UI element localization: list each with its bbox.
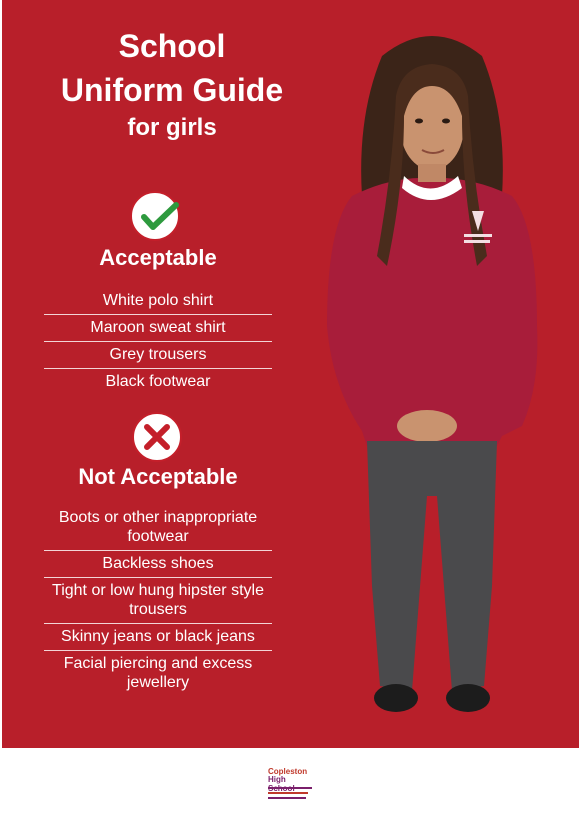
list-item: Black footwear: [44, 368, 272, 395]
list-item: Grey trousers: [44, 341, 272, 368]
list-item: Boots or other inappropriate footwear: [58, 509, 258, 545]
poster-title-line2: Uniform Guide: [60, 72, 284, 108]
not-acceptable-heading: Not Acceptable: [78, 464, 238, 489]
list-item: Facial piercing and excess jewellery: [44, 650, 272, 696]
student-photo: [312, 26, 552, 726]
cross-icon: [132, 412, 182, 462]
poster-title: School: [118, 28, 226, 64]
school-logo: [268, 767, 314, 801]
logo-text: Copleston: [268, 767, 308, 776]
list-item: Maroon sweat shirt: [44, 314, 272, 341]
logo-bar: [268, 787, 312, 789]
poster-subtitle: for girls: [127, 114, 217, 141]
not-acceptable-list: [44, 505, 272, 696]
list-item: Tight or low hung hipster style trousers: [44, 577, 272, 623]
logo-bar: [268, 797, 306, 799]
logo-subtext: High: [268, 775, 286, 784]
list-item: Skinny jeans or black jeans: [44, 623, 272, 650]
acceptable-heading: Acceptable: [99, 245, 217, 270]
list-item: White polo shirt: [102, 292, 214, 309]
logo-bar: [268, 792, 308, 794]
check-icon: [130, 191, 180, 241]
list-item: Backless shoes: [44, 550, 272, 577]
poster-panel: [2, 0, 579, 748]
acceptable-list: [44, 288, 272, 395]
